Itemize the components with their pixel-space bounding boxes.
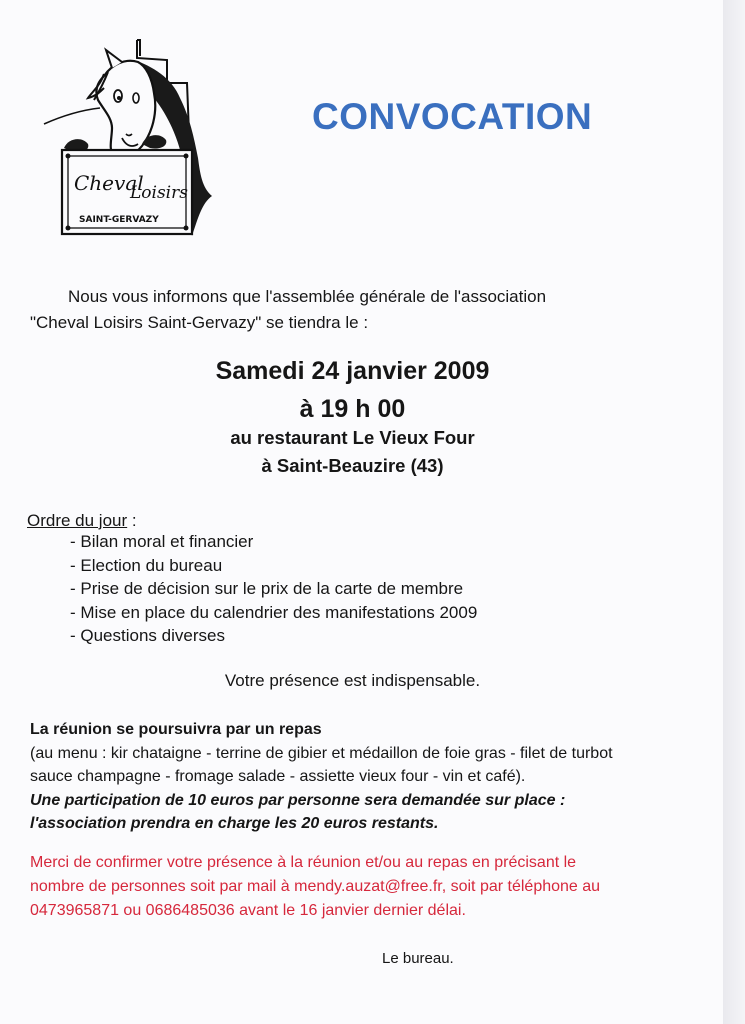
signature: Le bureau.	[382, 950, 454, 967]
scan-edge	[723, 0, 745, 1024]
event-venue: au restaurant Le Vieux Four	[230, 427, 475, 448]
event-town: à Saint-Beauzire (43)	[261, 455, 444, 476]
confirm-line-3: 0473965871 ou 0686485036 avant le 16 janvier dernier délai.	[30, 902, 466, 919]
intro-line-2: "Cheval Loisirs Saint-Gervazy" se tiendra le :	[30, 313, 369, 332]
agenda-item: - Questions diverses	[70, 626, 225, 645]
intro-line-1: Nous vous informons que l'assemblée générale de l'association	[68, 287, 547, 306]
participation-line-1: Une participation de 10 euros par personne sera demandée sur place :	[30, 791, 566, 809]
logo-name-line1: Cheval	[74, 171, 144, 195]
menu-line-2: sauce champagne - fromage salade - assiette vieux four - vin et café).	[30, 768, 526, 785]
agenda-list	[70, 530, 477, 648]
confirm-paragraph	[30, 851, 710, 923]
page-title: CONVOCATION	[312, 96, 593, 137]
meal-section	[30, 718, 710, 836]
logo-place: SAINT-GERVAZY	[79, 215, 159, 225]
horse-logo-icon	[42, 38, 222, 243]
agenda-item: - Prise de décision sur le prix de la carte de membre	[70, 579, 464, 598]
logo-name-line2: Loisirs	[130, 183, 188, 203]
participation-line-2: l'association prendra en charge les 20 euros restants.	[30, 815, 439, 832]
agenda-title: Ordre du jour	[27, 511, 128, 530]
agenda-item: - Mise en place du calendrier des manifestations 2009	[70, 602, 478, 622]
presence-note: Votre présence est indispensable.	[224, 671, 481, 690]
agenda-heading: Ordre du jour :	[27, 511, 137, 530]
menu-line-1: (au menu : kir chataigne - terrine de gibier et médaillon de foie gras - filet de turbot	[30, 744, 613, 762]
agenda-item: - Election du bureau	[70, 555, 223, 575]
event-time: à 19 h 00	[299, 395, 406, 423]
event-location	[0, 424, 705, 480]
agenda-item: - Bilan moral et financier	[70, 532, 254, 551]
event-datetime	[0, 352, 705, 428]
confirm-line-1: Merci de confirmer votre présence à la réunion et/ou au repas en précisant le	[30, 854, 577, 871]
event-date: Samedi 24 janvier 2009	[215, 357, 490, 385]
confirm-line-2: nombre de personnes soit par mail à mendy.auzat@free.fr, soit par téléphone au	[30, 878, 601, 895]
intro-paragraph	[30, 284, 670, 336]
meal-heading: La réunion se poursuivra par un repas	[30, 721, 322, 738]
